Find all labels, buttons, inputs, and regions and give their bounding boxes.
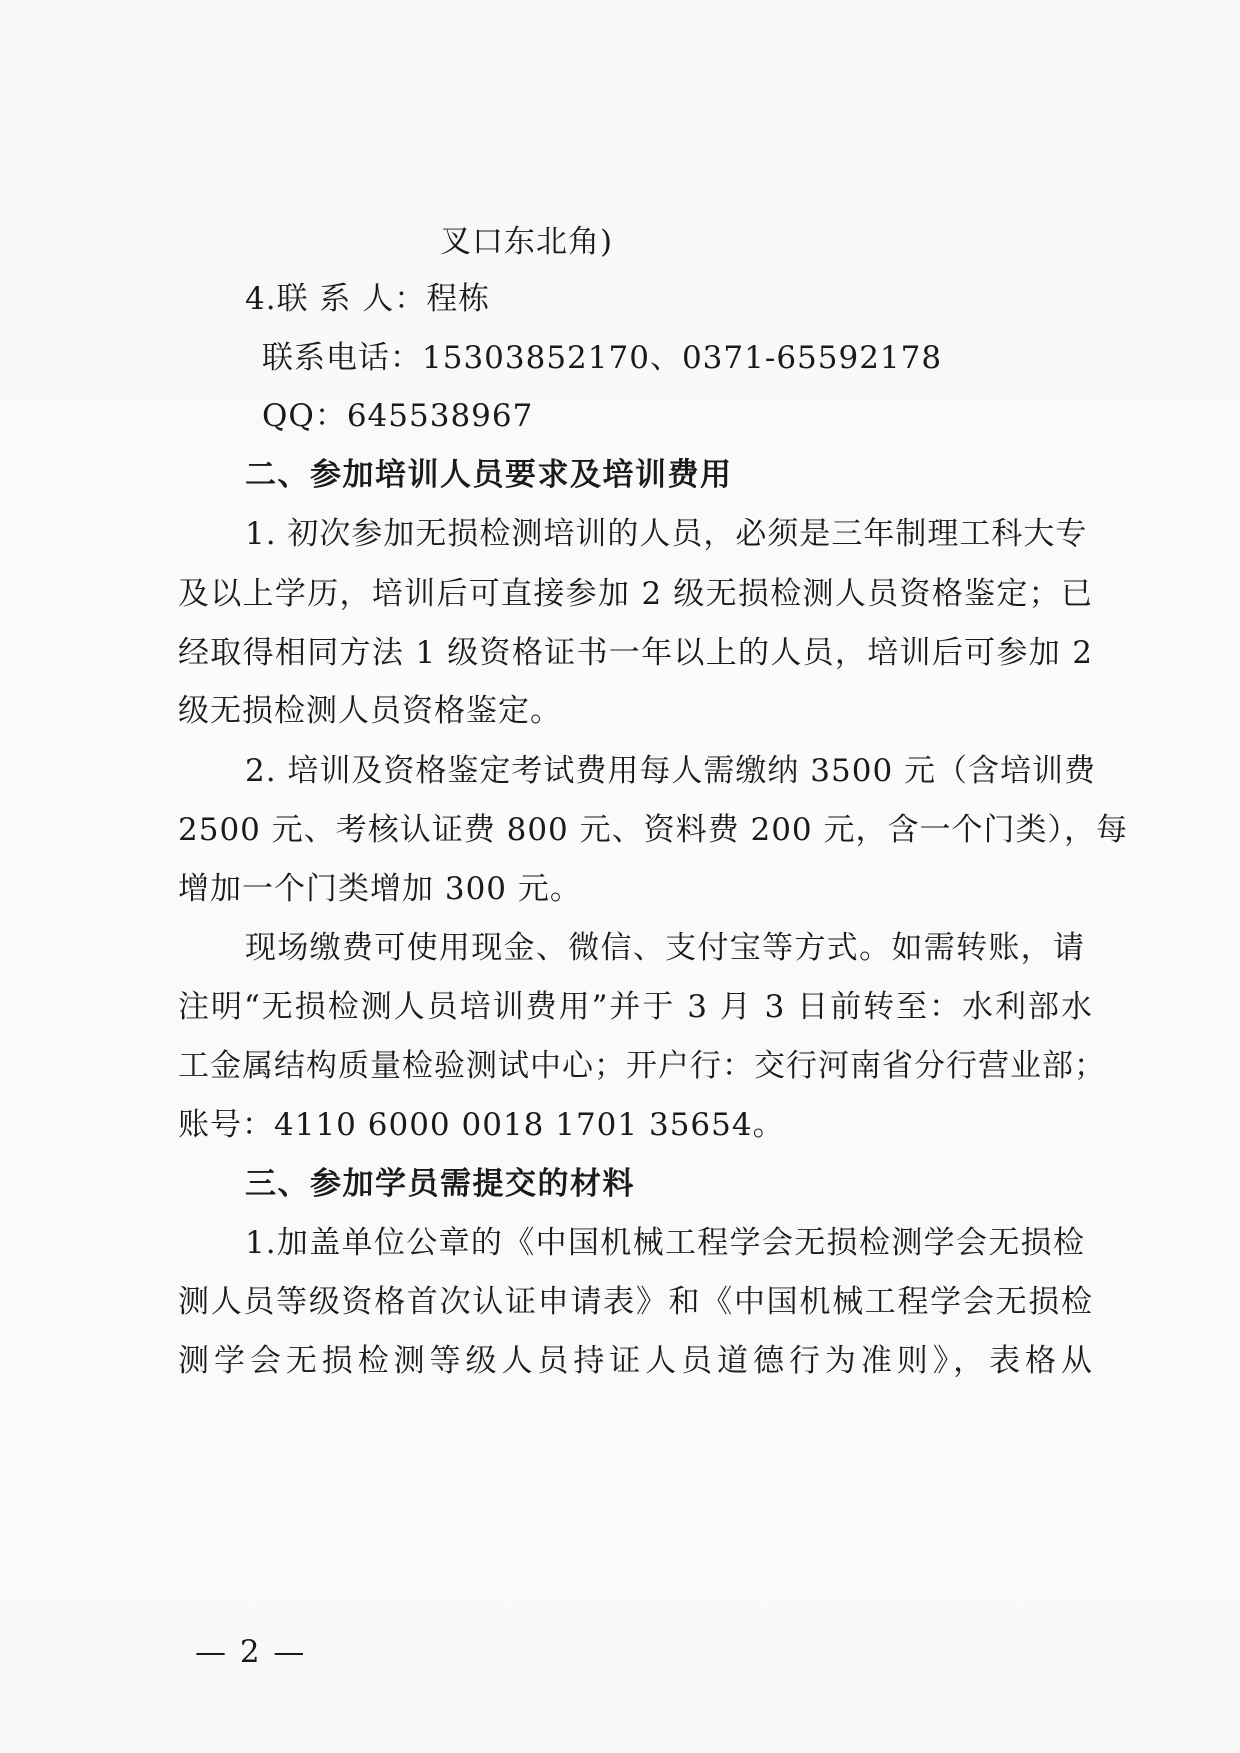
address-continuation: 叉口东北角) <box>440 224 614 260</box>
paragraph-line: 注明“无损检测人员培训费用”并于 3 月 3 日前转至：水利部水 <box>178 989 1093 1025</box>
paragraph-line: 级无损检测人员资格鉴定。 <box>178 693 562 729</box>
paragraph-line: 1.加盖单位公章的《中国机械工程学会无损检测学会无损检 <box>245 1225 1085 1261</box>
section-three-heading: 三、参加学员需提交的材料 <box>245 1166 635 1202</box>
page-number: — 2 — <box>195 1634 307 1670</box>
paragraph-line: 增加一个门类增加 300 元。 <box>178 871 582 907</box>
contact-phone: 联系电话：15303852170、0371-65592178 <box>262 340 943 376</box>
paragraph-line: 经取得相同方法 1 级资格证书一年以上的人员，培训后可参加 2 <box>178 635 1093 671</box>
paragraph-line: 工金属结构质量检验测试中心；开户行：交行河南省分行营业部； <box>178 1048 1106 1084</box>
paragraph-line: 2. 培训及资格鉴定考试费用每人需缴纳 3500 元（含培训费 <box>245 753 1097 789</box>
paragraph-line: 现场缴费可使用现金、微信、支付宝等方式。如需转账，请 <box>245 930 1085 966</box>
section-two-heading: 二、参加培训人员要求及培训费用 <box>245 457 733 493</box>
paragraph-line: 测人员等级资格首次认证申请表》和《中国机械工程学会无损检 <box>178 1284 1093 1320</box>
contact-qq: QQ：645538967 <box>262 398 534 434</box>
account-number-line: 账号：4110 6000 0018 1701 35654。 <box>178 1107 785 1143</box>
contact-person: 4.联 系 人：程栋 <box>245 281 491 317</box>
paragraph-line: 及以上学历，培训后可直接参加 2 级无损检测人员资格鉴定；已 <box>178 576 1093 612</box>
paragraph-line: 测学会无损检测等级人员持证人员道德行为准则》，表格从 <box>178 1343 1093 1379</box>
paragraph-line: 1. 初次参加无损检测培训的人员，必须是三年制理工科大专 <box>245 516 1088 552</box>
paragraph-line: 2500 元、考核认证费 800 元、资料费 200 元，含一个门类），每 <box>178 812 1128 848</box>
